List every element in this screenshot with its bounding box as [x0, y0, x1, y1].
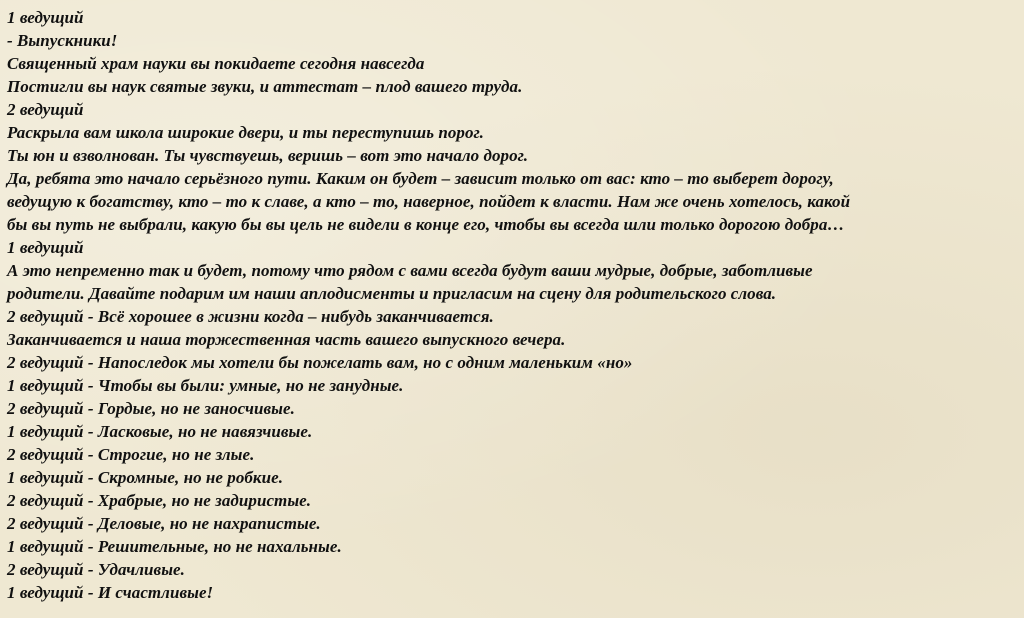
text-line: Ты юн и взволнован. Ты чувствуешь, веришь – вот это начало дорог. [7, 146, 529, 165]
text-line: 2 ведущий - Удачливые. [7, 560, 185, 579]
text-line: 2 ведущий - Напоследок мы хотели бы пожелать вам, но с одним маленьким «но» [7, 353, 633, 372]
text-line: Заканчивается и наша торжественная часть вашего выпускного вечера. [7, 330, 566, 349]
text-line: 2 ведущий [7, 100, 84, 119]
text-line: 1 ведущий - Чтобы вы были: умные, но не занудные. [7, 376, 404, 395]
text-line: 2 ведущий - Строгие, но не злые. [7, 445, 255, 464]
text-line: А это непременно так и будет, потому что рядом с вами всегда будут ваши мудрые, добрые, заботливые [7, 261, 813, 280]
text-line: Раскрыла вам школа широкие двери, и ты переступишь порог. [7, 123, 484, 142]
text-line: 1 ведущий [7, 8, 84, 27]
text-line: ведущую к богатству, кто – то к славе, а кто – то, наверное, пойдет к власти. Нам же очень хотелось, какой [7, 192, 851, 211]
text-line: 1 ведущий - И счастливые! [7, 583, 214, 602]
text-line: 2 ведущий - Всё хорошее в жизни когда – нибудь заканчивается. [7, 307, 494, 326]
text-line: - Выпускники! [7, 31, 118, 50]
text-line: 2 ведущий - Храбрые, но не задиристые. [7, 491, 312, 510]
text-line: 1 ведущий - Скромные, но не робкие. [7, 468, 283, 487]
text-line: Да, ребята это начало серьёзного пути. Каким он будет – зависит только от вас: кто – то выберет дорогу, [7, 169, 834, 188]
text-line: 1 ведущий - Ласковые, но не навязчивые. [7, 422, 313, 441]
text-line: 1 ведущий [7, 238, 84, 257]
text-line: 2 ведущий - Гордые, но не заносчивые. [7, 399, 295, 418]
text-line: 2 ведущий - Деловые, но не нахрапистые. [7, 514, 321, 533]
text-line: бы вы путь не выбрали, какую бы вы цель не видели в конце его, чтобы вы всегда шли только дорогою добра… [7, 215, 845, 234]
text-line: 1 ведущий - Решительные, но не нахальные. [7, 537, 342, 556]
text-line: родители. Давайте подарим им наши аплодисменты и пригласим на сцену для родительского слова. [7, 284, 777, 303]
text-line: Священный храм науки вы покидаете сегодня навсегда [7, 54, 425, 73]
text-line: Постигли вы наук святые звуки, и аттестат – плод вашего труда. [7, 77, 523, 96]
